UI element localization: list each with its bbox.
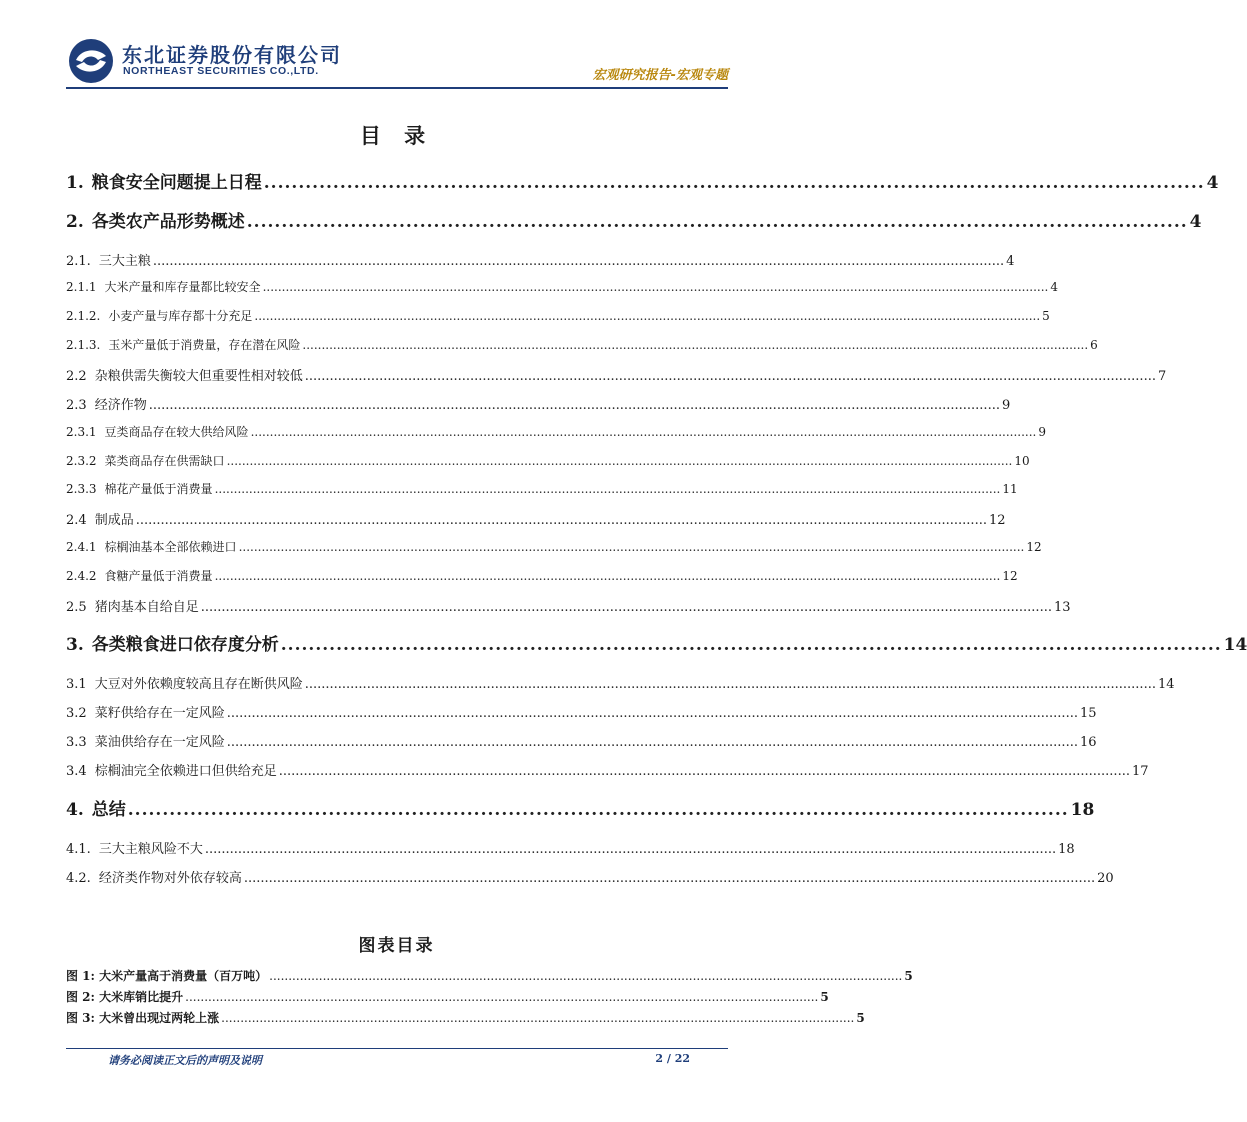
toc-entry[interactable]: 2.1.2. 小麦产量与库存都十分充足 .............................................................................................................................................................................................................. 5 <box>66 309 1050 323</box>
toc-entry[interactable]: 2.3 经济作物 .............................................................................................................................................................................................................. 9 <box>66 398 1011 413</box>
company-logo-icon <box>68 38 114 84</box>
toc-entry[interactable]: 2.4.2 食糖产量低于消费量 .............................................................................................................................................................................................................. 12 <box>66 569 1018 583</box>
toc-entry[interactable]: 3.1 大豆对外依赖度较高且存在断供风险 .............................................................................................................................................................................................................. 14 <box>66 677 1175 692</box>
toc-entry[interactable]: 2. 各类农产品形势概述 ........................................................................................................................................ 4 <box>66 212 1202 232</box>
disclaimer-note: 请务必阅读正文后的声明及说明 <box>108 1054 262 1067</box>
toc-entry[interactable]: 2.2 杂粮供需失衡较大但重要性相对较低 .............................................................................................................................................................................................................. 7 <box>66 369 1167 384</box>
toc-entry[interactable]: 1. 粮食安全问题提上日程 ........................................................................................................................................ 4 <box>66 173 1219 193</box>
toc-entry[interactable]: 2.1. 三大主粮 .............................................................................................................................................................................................................. 4 <box>66 254 1015 269</box>
figure-entry[interactable]: 图 1: 大米产量高于消费量（百万吨） ...................................................................................................................................................................... 5 <box>66 969 913 983</box>
figure-list-title: 图表目录 <box>358 936 435 956</box>
toc-entry[interactable]: 3.3 菜油供给存在一定风险 .............................................................................................................................................................................................................. 16 <box>66 735 1097 750</box>
toc-entry[interactable]: 3.4 棕榈油完全依赖进口但供给充足 .............................................................................................................................................................................................................. 17 <box>66 764 1149 779</box>
toc-entry[interactable]: 4.2. 经济类作物对外依存较高 .............................................................................................................................................................................................................. 20 <box>66 871 1114 886</box>
toc-entry[interactable]: 4.1. 三大主粮风险不大 .............................................................................................................................................................................................................. 18 <box>66 842 1075 857</box>
toc-entry[interactable]: 3. 各类粮食进口依存度分析 ........................................................................................................................................ 14 <box>66 635 1247 655</box>
company-name-en: NORTHEAST SECURITIES CO.,LTD. <box>123 65 319 77</box>
header-divider <box>66 87 728 89</box>
toc-entry[interactable]: 2.5 猪肉基本自给自足 .............................................................................................................................................................................................................. 13 <box>66 600 1071 615</box>
page-header <box>68 32 728 88</box>
report-type: 宏观研究报告-宏观专题 <box>592 68 728 83</box>
toc-entry[interactable]: 2.3.2 菜类商品存在供需缺口 .............................................................................................................................................................................................................. 10 <box>66 454 1030 468</box>
page-number: 2 / 22 <box>655 1052 690 1065</box>
footer-divider <box>66 1048 728 1049</box>
company-name-cn: 东北证券股份有限公司 <box>122 43 342 67</box>
figure-entry[interactable]: 图 2: 大米库销比提升 ...................................................................................................................................................................... 5 <box>66 990 829 1004</box>
toc-entry[interactable]: 2.3.1 豆类商品存在较大供给风险 .............................................................................................................................................................................................................. 9 <box>66 425 1046 439</box>
figure-entry[interactable]: 图 3: 大米曾出现过两轮上涨 ...................................................................................................................................................................... 5 <box>66 1011 865 1025</box>
toc-entry[interactable]: 2.4 制成品 .............................................................................................................................................................................................................. 12 <box>66 513 1006 528</box>
toc-entry[interactable]: 2.3.3 棉花产量低于消费量 .............................................................................................................................................................................................................. 11 <box>66 482 1018 496</box>
toc-entry[interactable]: 3.2 菜籽供给存在一定风险 .............................................................................................................................................................................................................. 15 <box>66 706 1097 721</box>
toc-entry[interactable]: 2.1.3. 玉米产量低于消费量，存在潜在风险 .............................................................................................................................................................................................................. 6 <box>66 338 1098 352</box>
toc-title: 目 录 <box>359 123 434 148</box>
toc-entry[interactable]: 2.4.1 棕榈油基本全部依赖进口 .............................................................................................................................................................................................................. 12 <box>66 540 1042 554</box>
toc-entry[interactable]: 4. 总结 ........................................................................................................................................ 18 <box>66 800 1095 820</box>
toc-entry[interactable]: 2.1.1 大米产量和库存量都比较安全 .............................................................................................................................................................................................................. 4 <box>66 280 1058 294</box>
